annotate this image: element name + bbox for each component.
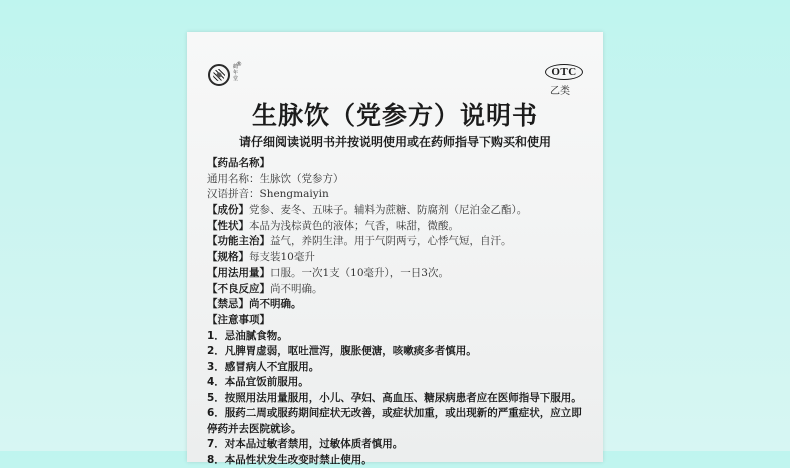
otc-class-label: 乙类: [550, 86, 570, 97]
section-specification: 【规格】每支装10毫升: [207, 251, 315, 264]
caution-item: 5．按照用法用量服用，小儿、孕妇、高血压、糖尿病患者应在医师指导下服用。: [207, 391, 582, 404]
document-title: 生脉饮（党参方）说明书: [251, 101, 538, 130]
insert-body: [207, 156, 592, 468]
brand-logo-icon: [208, 64, 230, 86]
cautions-section: 【注意事项】: [207, 313, 270, 326]
caution-item: 7．对本品过敏者禁用，过敏体质者慎用。: [207, 438, 404, 451]
drug-name-section: 【药品名称】: [207, 157, 270, 169]
pinyin-row: 汉语拼音：Shengmaiyin: [207, 188, 329, 201]
section-contraindications: 【禁忌】尚不明确。: [207, 298, 302, 311]
otc-badge: OTC: [545, 64, 583, 80]
caution-item: 8．本品性状发生改变时禁止使用。: [207, 453, 372, 466]
reading-notice: 请仔细阅读说明书并按说明使用或在药师指导下购买和使用: [238, 135, 551, 149]
common-name-row: 通用名称：生脉饮（党参方）: [207, 172, 344, 185]
registered-mark: ®: [236, 61, 242, 68]
section-adverse-reactions: 【不良反应】尚不明确。: [207, 282, 323, 295]
caution-item: 4．本品宜饭前服用。: [207, 376, 309, 389]
caution-item: 1．忌油腻食物。: [207, 329, 288, 342]
package-insert: [187, 32, 603, 466]
section-dosage: 【用法用量】口服。一次1支（10毫升），一日3次。: [207, 266, 449, 279]
section-appearance: 【性状】本品为浅棕黄色的液体；气香，味甜，微酸。: [207, 219, 459, 232]
caution-item: 6．服药二周或服药期间症状无改善，或症状加重，或出现新的严重症状，应立即停药并去医院就诊。: [207, 407, 582, 435]
section-indications: 【功能主治】益气，养阴生津。用于气阴两亏，心悸气短，自汗。: [207, 235, 512, 248]
caution-item: 3．感冒病人不宜服用。: [207, 360, 320, 373]
brand-logo-text: 鹤年堂: [233, 64, 239, 82]
section-ingredients: 【成份】党参、麦冬、五味子。辅料为蔗糖、防腐剂（尼泊金乙酯）。: [207, 204, 528, 217]
caution-item: 2．凡脾胃虚弱，呕吐泄泻，腹胀便溏，咳嗽痰多者慎用。: [207, 345, 477, 358]
